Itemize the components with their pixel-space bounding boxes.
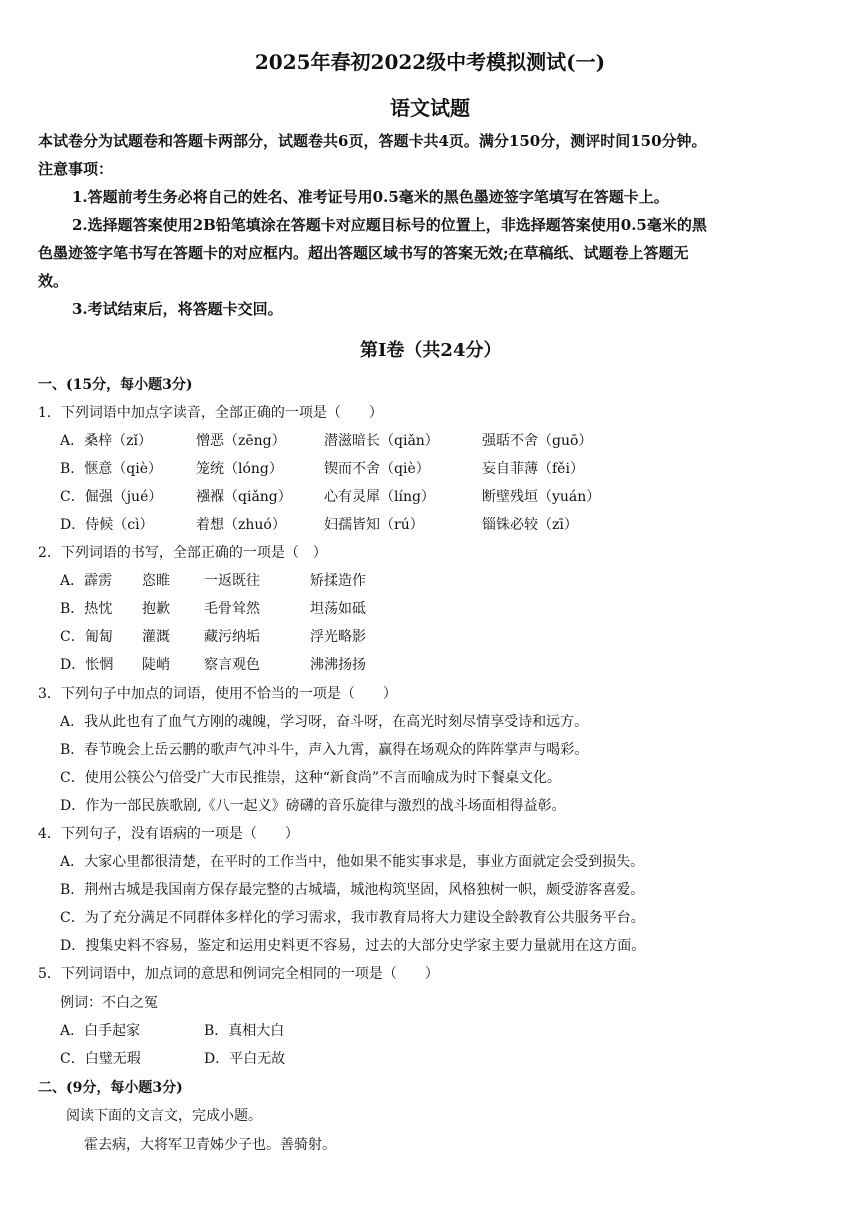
q1-option-b-2: 笼统（lóng） [196,461,283,477]
notice-2c: 效。 [38,272,69,290]
q2-option-a-3: 一返既往 [204,573,260,589]
q1-option-c-2: 襁褓（qiǎng） [196,489,292,505]
question-2-stem: 2．下列词语的书写，全部正确的一项是（ ） [38,545,327,561]
q4-option-b: B．荆州古城是我国南方保存最完整的古城墙，城池构筑坚固，风格独树一帜，颇受游客喜爱。 [60,882,645,898]
q3-option-a: A．我从此也有了血气方刚的魂魄，学习呀，奋斗呀，在高光时刻尽情享受诗和远方。 [60,714,589,730]
q3-option-d: D．作为一部民族歌剧,《八一起义》磅礴的音乐旋律与激烈的战斗场面相得益彰。 [60,798,566,814]
q2-option-c-4: 浮光略影 [310,629,366,645]
notice-heading: 注意事项： [38,160,114,178]
q2-option-b-2: 抱歉 [142,601,170,617]
q1-option-b-3: 锲而不舍（qiè） [324,461,430,477]
q1-option-d-1: D．侍候（cì） [60,517,154,533]
q1-option-b-4: 妄自菲薄（fěi） [482,461,584,477]
question-3-stem: 3．下列句子中加点的词语，使用不恰当的一项是（ ） [38,686,397,702]
q2-option-d-4: 沸沸扬扬 [310,657,366,673]
q1-option-c-4: 断壁残垣（yuán） [482,489,601,505]
q1-option-d-4: 锱铢必较（zī） [482,517,578,533]
q3-option-b: B．春节晚会上岳云鹏的歌声气冲斗牛，声入九霄，赢得在场观众的阵阵掌声与喝彩。 [60,742,589,758]
q2-option-d-2: 陡峭 [142,657,170,673]
q4-option-d: D．搜集史料不容易，鉴定和运用史料更不容易，过去的大部分史学家主要力量就用在这方面。 [60,938,646,954]
q5-option-d: D．平白无故 [204,1051,286,1067]
q1-option-a-4: 强聒不舍（guō） [482,433,593,449]
q2-option-d-3: 察言观色 [204,657,260,673]
q1-option-b-1: B．惬意（qiè） [60,461,163,477]
q1-option-c-3: 心有灵犀（líng） [324,489,435,505]
q4-option-a: A．大家心里都很清楚，在平时的工作当中，他如果不能实事求是，事业方面就定会受到损失。 [60,854,645,870]
q2-option-b-4: 坦荡如砥 [310,601,366,617]
classical-text: 霍去病，大将军卫青姊少子也。善骑射。 [84,1137,336,1153]
q1-option-a-3: 潜滋暗长（qiǎn） [324,433,439,449]
q1-option-d-3: 妇孺皆知（rú） [324,517,424,533]
part-1-heading: 一、(15分，每小题3分) [38,377,193,393]
q1-option-d-2: 着想（zhuó） [196,517,286,533]
q1-option-c-1: C．倔强（jué） [60,489,163,505]
intro-line: 本试卷分为试题卷和答题卡两部分，试题卷共6页，答题卡共4页。满分150分，测评时间150分钟。 [38,132,707,150]
q4-option-c: C．为了充分满足不同群体多样化的学习需求，我市教育局将大力建设全龄教育公共服务平台。 [60,910,645,926]
q5-option-a: A．白手起家 [60,1023,141,1039]
q1-option-a-2: 憎恶（zēng） [196,433,286,449]
q3-option-c: C．使用公筷公勺倍受广大市民推崇，这种“新食尚”不言而喻成为时下餐桌文化。 [60,770,562,786]
exam-subject: 语文试题 [390,96,470,120]
q5-option-c: C．白璧无瑕 [60,1051,141,1067]
q2-option-d-1: D．怅惘 [60,657,114,673]
q2-option-a-2: 恣睢 [142,573,170,589]
q5-example: 例词：不白之冤 [60,995,158,1011]
notice-2b: 色墨迹签字笔书写在答题卡的对应框内。超出答题区域书写的答案无效;在草稿纸、试题卷上答题无 [38,244,689,262]
q1-option-a-1: A．桑梓（zǐ） [60,433,152,449]
notice-1: 1.答题前考生务必将自己的姓名、准考证号用0.5毫米的黑色墨迹签字笔填写在答题卡上。 [72,188,669,206]
question-4-stem: 4．下列句子，没有语病的一项是（ ） [38,826,299,842]
q2-option-c-3: 藏污纳垢 [204,629,260,645]
section-heading: 第Ⅰ卷（共24分） [360,340,502,361]
q2-option-c-2: 灌溉 [142,629,170,645]
question-5-stem: 5．下列词语中，加点词的意思和例词完全相同的一项是（ ） [38,966,439,982]
part-2-heading: 二、(9分，每小题3分) [38,1080,183,1096]
q2-option-a-1: A．霹雳 [60,573,113,589]
notice-3: 3.考试结束后，将答题卡交回。 [72,300,283,318]
q2-option-b-1: B．热忱 [60,601,113,617]
q2-option-b-3: 毛骨耸然 [204,601,260,617]
q2-option-c-1: C．匍匐 [60,629,113,645]
reading-instruction: 阅读下面的文言文，完成小题。 [66,1108,262,1124]
notice-2a: 2.选择题答案使用2B铅笔填涂在答题卡对应题目标号的位置上，非选择题答案使用0.5毫米的黑 [72,216,707,234]
question-1-stem: 1．下列词语中加点字读音，全部正确的一项是（ ） [38,405,383,421]
exam-title: 2025年春初2022级中考模拟测试(一) [254,50,606,74]
q5-option-b: B．真相大白 [204,1023,285,1039]
q2-option-a-4: 矫揉造作 [310,573,366,589]
